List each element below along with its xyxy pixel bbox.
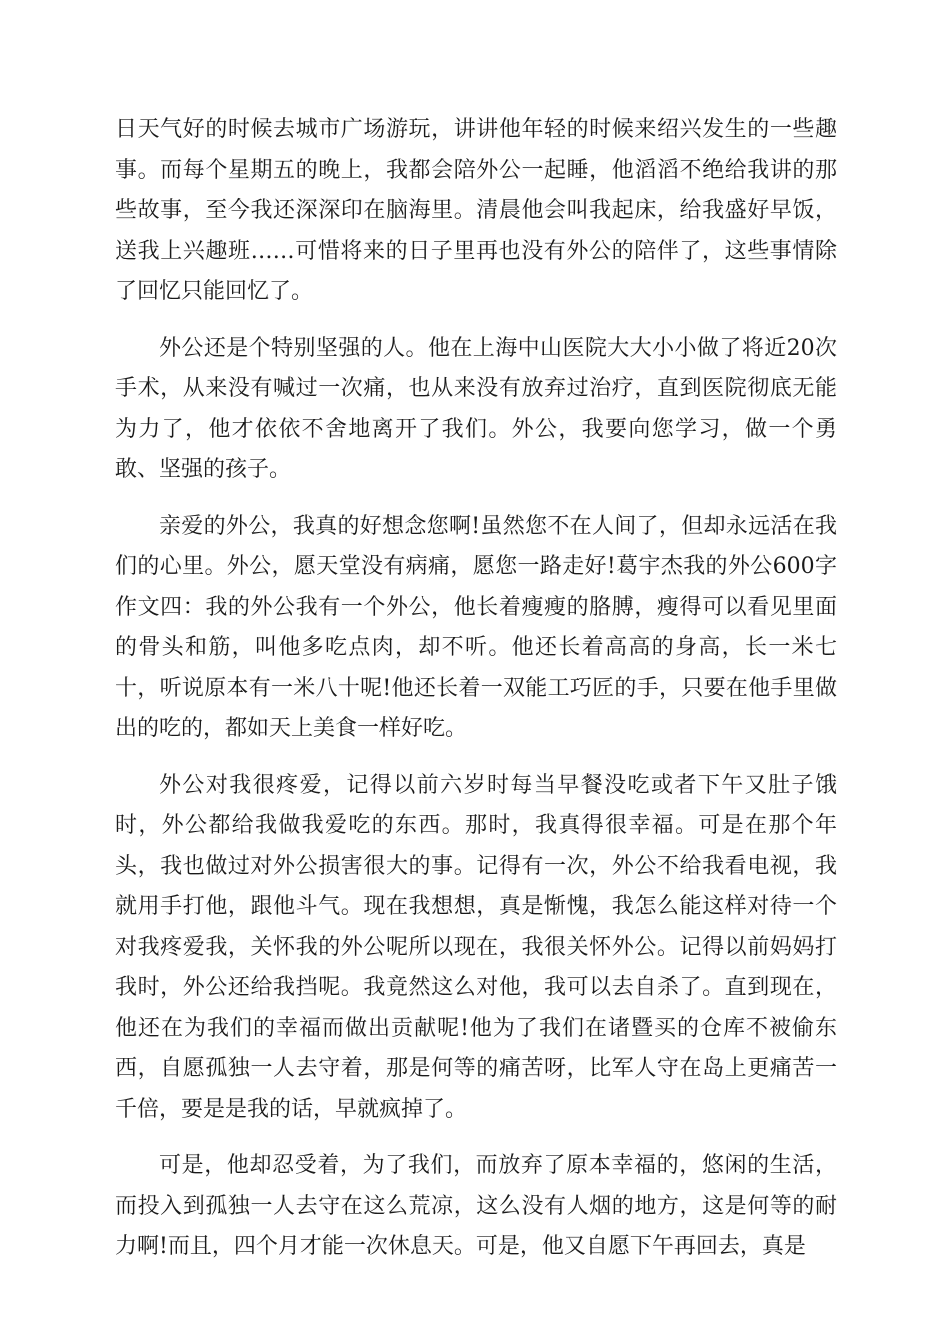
- paragraph: 亲爱的外公，我真的好想念您啊!虽然您不在人间了，但却永远活在我们的心里。外公，愿天堂没有病痛，愿您一路走好!葛宇杰我的外公600字作文四：我的外公我有一个外公，他长着瘦瘦的胳膊，瘦得可以看见里面的骨头和筋，叫他多吃点肉，却不听。他还长着高高的身高，长一米七十，听说原本有一米八十呢!他还长着一双能工巧匠的手，只要在他手里做出的吃的，都如天上美食一样好吃。: [115, 513, 837, 741]
- paragraph: 外公还是个特别坚强的人。他在上海中山医院大大小小做了将近20次手术，从来没有喊过一次痛，也从来没有放弃过治疗，直到医院彻底无能为力了，他才依依不舍地离开了我们。外公，我要向您学习，做一个勇敢、坚强的孩子。: [115, 335, 837, 482]
- paragraph-continuation: 日天气好的时候去城市广场游玩，讲讲他年轻的时候来绍兴发生的一些趣事。而每个星期五的晚上，我都会陪外公一起睡，他滔滔不绝给我讲的那些故事，至今我还深深印在脑海里。清晨他会叫我起床，给我盛好早饭，送我上兴趣班……可惜将来的日子里再也没有外公的陪伴了，这些事情除了回忆只能回忆了。: [115, 117, 837, 304]
- document-body: [115, 110, 837, 1268]
- paragraph: 外公对我很疼爱，记得以前六岁时每当早餐没吃或者下午又肚子饿时，外公都给我做我爱吃的东西。那时，我真得很幸福。可是在那个年头，我也做过对外公损害很大的事。记得有一次，外公不给我看电视，我就用手打他，跟他斗气。现在我想想，真是惭愧，我怎么能这样对待一个对我疼爱我，关怀我的外公呢所以现在，我很关怀外公。记得以前妈妈打我时，外公还给我挡呢。我竟然这么对他，我可以去自杀了。直到现在，他还在为我们的幸福而做出贡献呢!他为了我们在诸暨买的仓库不被偷东西，自愿孤独一人去守着，那是何等的痛苦呀，比军人守在岛上更痛苦一千倍，要是是我的话，早就疯掉了。: [115, 772, 837, 1122]
- paragraph: 可是，他却忍受着，为了我们，而放弃了原本幸福的，悠闲的生活，而投入到孤独一人去守在这么荒凉，这么没有人烟的地方，这是何等的耐力啊!而且，四个月才能一次休息天。可是，他又自愿下午再回去，真是: [115, 1153, 837, 1259]
